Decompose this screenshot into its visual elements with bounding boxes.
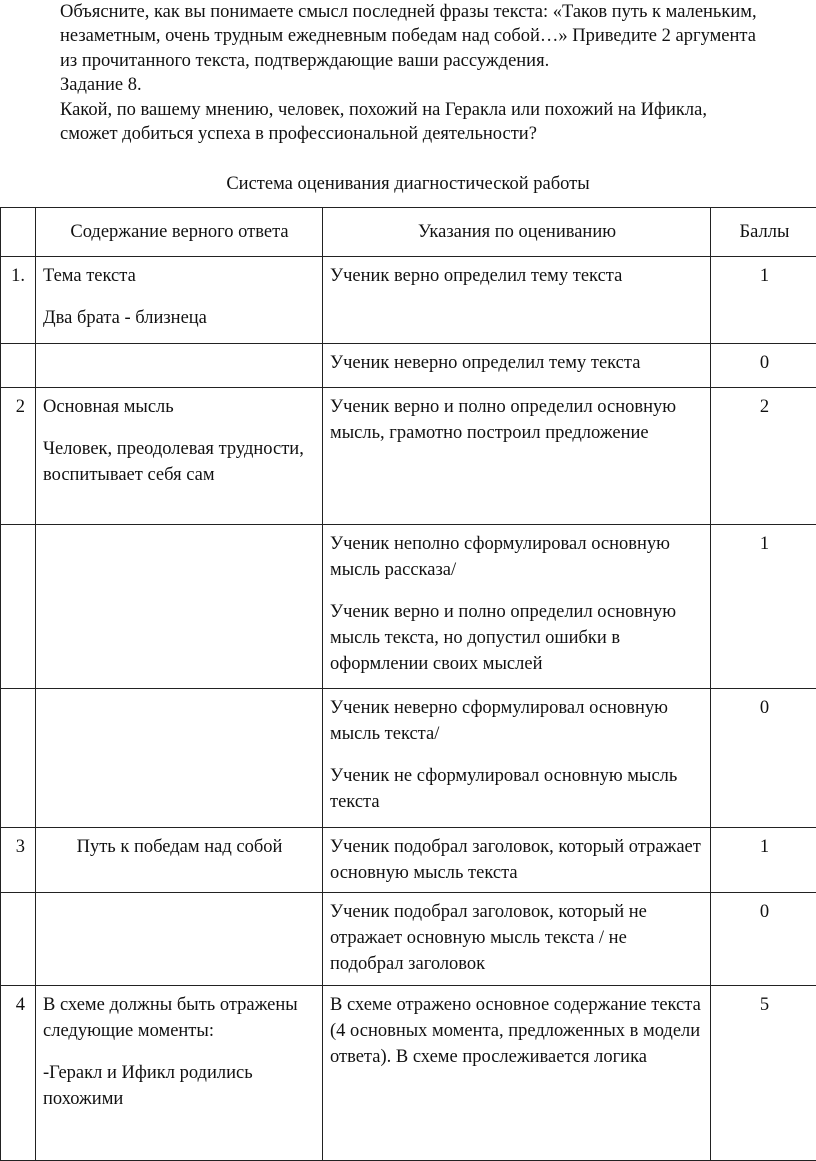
grading-table	[0, 207, 816, 1161]
intro-line: сможет добиться успеха в профессиональной деятельности?	[60, 124, 537, 145]
task-text	[60, 0, 800, 146]
criteria-text: Ученик неверно определил тему текста	[330, 353, 641, 373]
answer-content	[36, 689, 323, 828]
answer-content	[36, 344, 323, 388]
answer-content	[36, 893, 323, 986]
points-cell: 0	[711, 893, 816, 986]
points-cell: 1	[711, 525, 816, 689]
answer-content	[36, 986, 323, 1161]
answer-body: Два брата - близнеца	[43, 308, 207, 328]
answer-content	[36, 257, 323, 344]
points-cell: 0	[711, 689, 816, 828]
row-number: 4	[1, 986, 36, 1161]
points-cell: 1	[711, 828, 816, 893]
header-points: Баллы	[711, 208, 816, 257]
criteria-cell	[323, 344, 711, 388]
table-row	[1, 689, 816, 828]
table-row	[1, 344, 816, 388]
intro-line: из прочитанного текста, подтверждающие ваши рассуждения.	[60, 50, 550, 71]
criteria-text: Ученик верно и полно определил основную мысль, грамотно построил предложение	[330, 397, 677, 443]
points-cell: 1	[711, 257, 816, 344]
criteria-text: Ученик подобрал заголовок, который отражает основную мысль текста	[330, 837, 701, 883]
table-row	[1, 257, 816, 344]
points-cell: 5	[711, 986, 816, 1161]
header-criteria: Указания по оцениванию	[323, 208, 711, 257]
table-row	[1, 828, 816, 893]
answer-content: Путь к победам над собой	[36, 828, 323, 893]
answer-content	[36, 388, 323, 525]
table-row	[1, 986, 816, 1161]
answer-title: Основная мысль	[43, 397, 174, 417]
criteria-cell	[323, 986, 711, 1161]
criteria-cell	[323, 388, 711, 525]
row-number	[1, 525, 36, 689]
criteria-cell	[323, 525, 711, 689]
header-num	[1, 208, 36, 257]
row-number	[1, 344, 36, 388]
answer-content	[36, 525, 323, 689]
answer-body: Человек, преодолевая трудности, воспитывает себя сам	[43, 439, 304, 485]
criteria-text: Ученик неверно сформулировал основную мысль текста/	[330, 698, 668, 744]
table-row	[1, 893, 816, 986]
criteria-text: Ученик подобрал заголовок, который не отражает основную мысль текста / не подобрал заголовок	[330, 902, 647, 974]
answer-title: В схеме должны быть отражены следующие моменты:	[43, 995, 298, 1041]
criteria-text: В схеме отражено основное содержание текста (4 основных момента, предложенных в модели ответа). В схеме прослеживается логика	[330, 995, 701, 1067]
criteria-text: Ученик не сформулировал основную мысль текста	[330, 766, 678, 812]
points-cell: 0	[711, 344, 816, 388]
table-row	[1, 525, 816, 689]
criteria-cell	[323, 893, 711, 986]
criteria-text: Ученик верно и полно определил основную мысль текста, но допустил ошибки в оформлении своих мыслей	[330, 602, 677, 674]
answer-body: -Геракл и Ификл родились похожими	[43, 1063, 253, 1109]
row-number	[1, 689, 36, 828]
criteria-cell	[323, 828, 711, 893]
intro-line: Какой, по вашему мнению, человек, похожий на Геракла или похожий на Ификла,	[60, 99, 707, 120]
row-number: 1.	[1, 257, 36, 344]
points-cell: 2	[711, 388, 816, 525]
row-number: 3	[1, 828, 36, 893]
table-row	[1, 388, 816, 525]
intro-line: Объясните, как вы понимаете смысл последней фразы текста: «Таков путь к маленьким,	[60, 2, 757, 22]
task-heading: Задание 8.	[60, 75, 142, 96]
intro-line: незаметным, очень трудным ежедневным победам над собой…» Приведите 2 аргумента	[60, 26, 756, 47]
table-title: Система оценивания диагностической работы	[226, 174, 590, 194]
criteria-text: Ученик верно определил тему текста	[330, 266, 623, 286]
row-number: 2	[1, 388, 36, 525]
criteria-cell	[323, 257, 711, 344]
criteria-cell	[323, 689, 711, 828]
answer-title: Тема текста	[43, 266, 136, 286]
row-number	[1, 893, 36, 986]
criteria-text: Ученик неполно сформулировал основную мысль рассказа/	[330, 534, 670, 580]
table-header-row	[1, 208, 816, 257]
header-content: Содержание верного ответа	[36, 208, 323, 257]
